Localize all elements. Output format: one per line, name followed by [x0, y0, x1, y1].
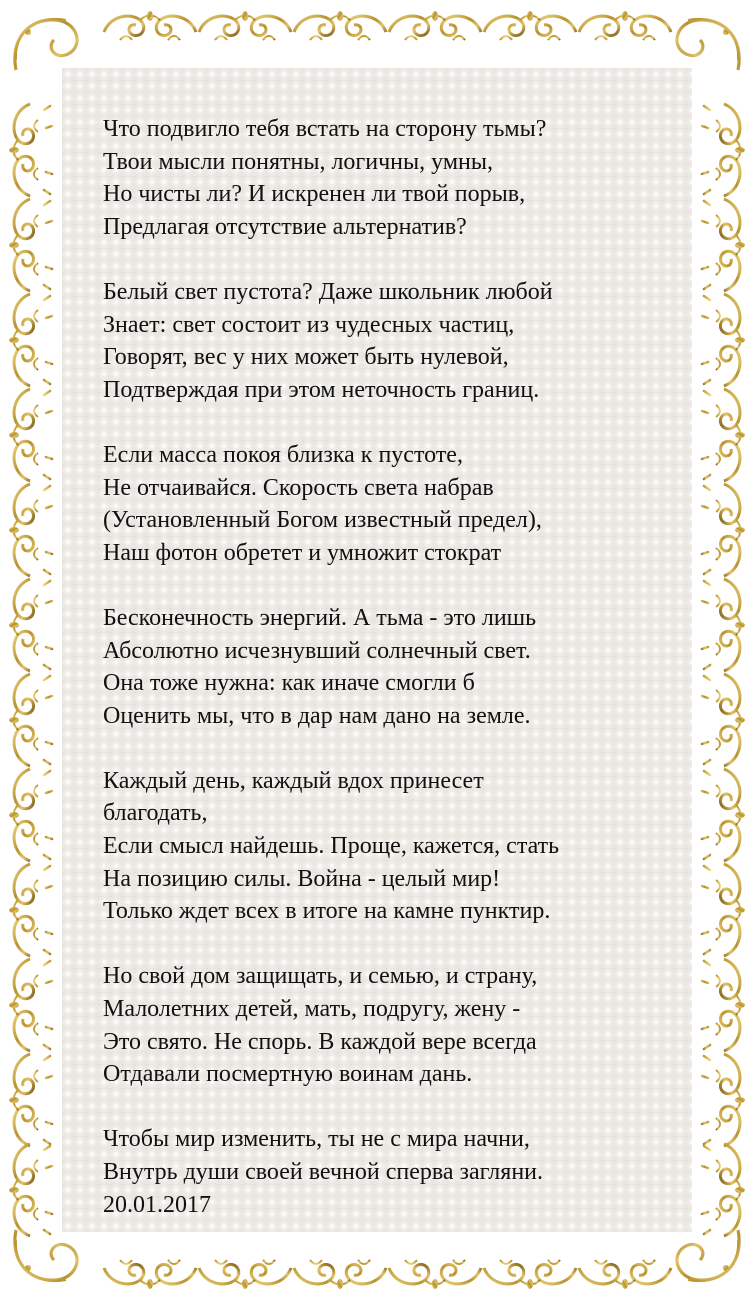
poem-line: (Установленный Богом известный предел),: [103, 507, 542, 534]
poem-line: Отдавали посмертную воинам дань.: [103, 1061, 473, 1088]
poem-line: Твои мысли понятны, логичны, умны,: [103, 148, 493, 175]
poem-line: Наш фотон обретет и умножит стократ: [103, 539, 502, 566]
poem-line: Предлагая отсутствие альтернатив?: [103, 213, 467, 240]
poem-line: Абсолютно исчезнувший солнечный свет.: [103, 637, 531, 664]
poem-line: Только ждет всех в итоге на камне пунктир.: [103, 898, 551, 925]
poem-line: Белый свет пустота? Даже школьник любой: [103, 278, 553, 305]
poem-line: благодать,: [103, 800, 208, 827]
poem-line: Но чисты ли? И искренен ли твой порыв,: [103, 181, 526, 208]
stanza-6: [103, 960, 663, 1090]
poem-line: Если масса покоя близка к пустоте,: [103, 441, 463, 468]
poem-line: Подтверждая при этом неточность границ.: [103, 376, 540, 403]
poem-line: Это свято. Не спорь. В каждой вере всегда: [103, 1028, 537, 1055]
poem-text: [103, 113, 663, 1221]
poem-line: Не отчаивайся. Скорость света набрав: [103, 474, 494, 501]
stanza-2: [103, 276, 663, 406]
stanza-4: [103, 602, 663, 732]
stanza-7: [103, 1123, 663, 1221]
poem-line: Она тоже нужна: как иначе смогли б: [103, 670, 475, 697]
stanza-3: [103, 439, 663, 569]
poem-line: Знает: свет состоит из чудесных частиц,: [103, 311, 515, 338]
poem-line: Но свой дом защищать, и семью, и страну,: [103, 963, 538, 990]
poem-line: Оценить мы, что в дар нам дано на земле.: [103, 702, 531, 729]
poem-line: На позицию силы. Война - целый мир!: [103, 865, 501, 892]
poem-line: Чтобы мир изменить, ты не с мира начни,: [103, 1126, 530, 1153]
poem-line: Каждый день, каждый вдох принесет: [103, 767, 484, 794]
poem-line: Говорят, вес у них может быть нулевой,: [103, 344, 509, 371]
poem-line: Бесконечность энергий. А тьма - это лишь: [103, 604, 537, 631]
stanza-5: [103, 765, 663, 928]
poem-line: Малолетних детей, мать, подругу, жену -: [103, 996, 521, 1023]
poem-line: Если смысл найдешь. Проще, кажется, стать: [103, 833, 560, 860]
poem-line: Что подвигло тебя встать на сторону тьмы?: [103, 116, 547, 142]
poem-date: 20.01.2017: [103, 1191, 211, 1218]
stanza-1: [103, 113, 663, 243]
poem-line: Внутрь души своей вечной сперва загляни.: [103, 1159, 544, 1185]
